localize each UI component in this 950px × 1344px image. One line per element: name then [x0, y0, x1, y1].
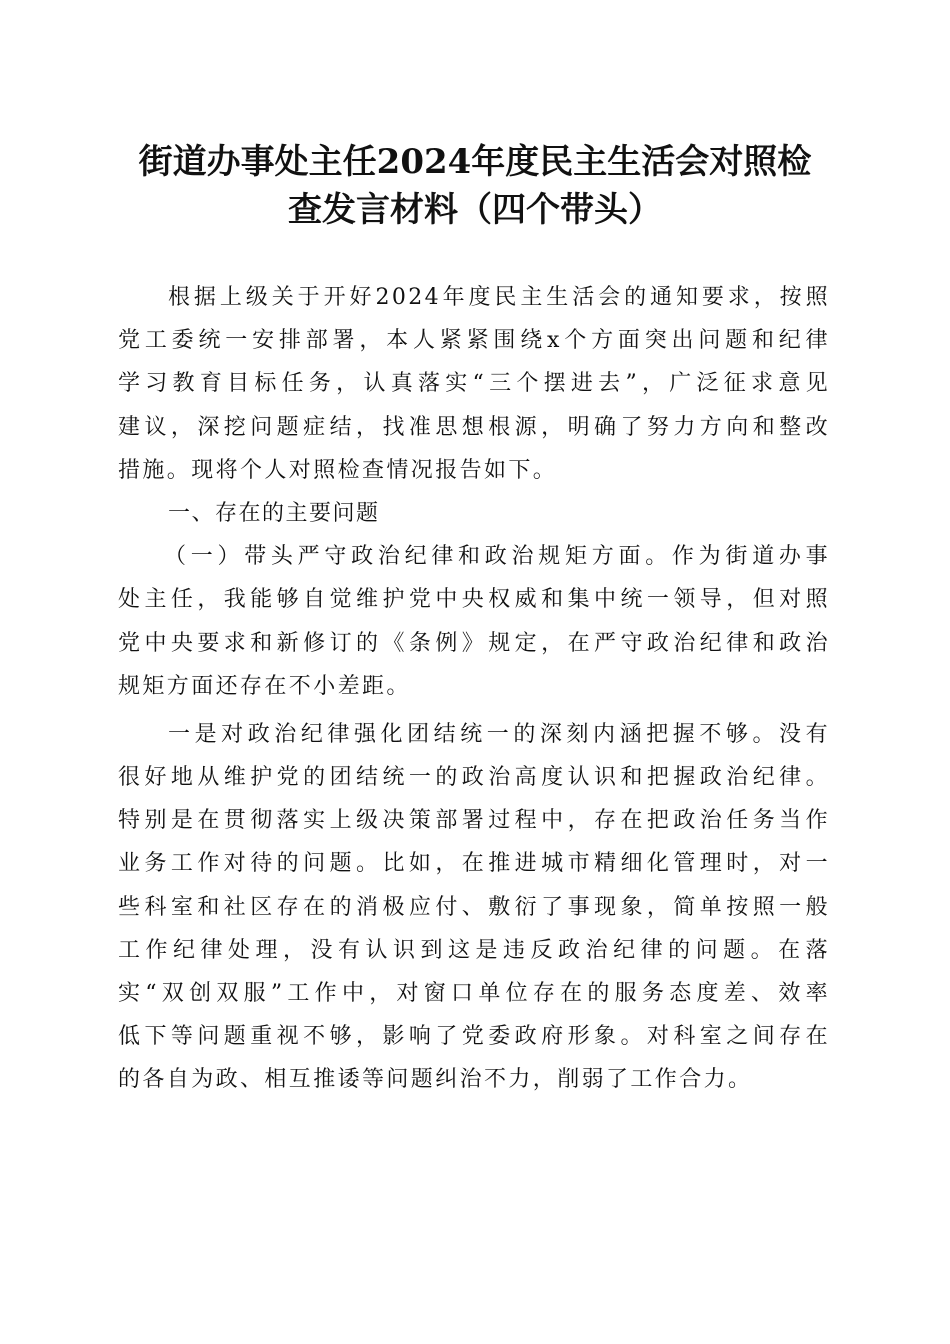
section-heading: 一、存在的主要问题 — [168, 500, 380, 526]
text-line: 规矩方面还存在不小差距。 — [118, 673, 411, 699]
text-line: 根据上级关于开好2024年度民主生活会的通知要求，按照 — [168, 285, 830, 310]
text-line: 业务工作对待的问题。比如，在推进城市精细化管理时，对一 — [118, 851, 830, 877]
text-line: （一）带头严守政治纪律和政治规矩方面。作为街道办事 — [164, 544, 830, 570]
document-body — [118, 276, 830, 1102]
text-line: 工作纪律处理，没有认识到这是违反政治纪律的问题。在落 — [118, 937, 830, 963]
text-line: 特别是在贯彻落实上级决策部署过程中，存在把政治任务当作 — [118, 808, 830, 834]
text-line: 处主任，我能够自觉维护党中央权威和集中统一领导，但对照 — [118, 587, 830, 613]
text-line: 学习教育目标任务，认真落实“三个摆进去”，广泛征求意见 — [118, 371, 830, 397]
text-line: 党工委统一安排部署，本人紧紧围绕x个方面突出问题和纪律 — [118, 328, 830, 354]
text-line: 些科室和社区存在的消极应付、敷衍了事现象，简单按照一般 — [118, 894, 830, 920]
text-line: 党中央要求和新修订的《条例》规定，在严守政治纪律和政治 — [118, 630, 830, 656]
text-line: 一是对政治纪律强化团结统一的深刻内涵把握不够。没有 — [168, 721, 830, 747]
detail-paragraph — [118, 713, 830, 1102]
subsection-paragraph — [118, 535, 830, 708]
text-line: 实“双创双服”工作中，对窗口单位存在的服务态度差、效率 — [118, 981, 830, 1006]
document-title — [100, 138, 850, 234]
text-line: 很好地从维护党的团结统一的政治高度认识和把握政治纪律。 — [118, 765, 830, 791]
text-line: 建议，深挖问题症结，找准思想根源，明确了努力方向和整改 — [118, 414, 830, 440]
title-line-1: 街道办事处主任2024年度民主生活会对照检 — [138, 142, 812, 182]
text-line: 的各自为政、相互推诿等问题纠治不力，削弱了工作合力。 — [118, 1067, 753, 1093]
text-line: 措施。现将个人对照检查情况报告如下。 — [118, 457, 558, 483]
text-line: 低下等问题重视不够，影响了党委政府形象。对科室之间存在 — [118, 1024, 830, 1050]
intro-paragraph — [118, 276, 830, 492]
title-line-2: 查发言材料（四个带头） — [288, 190, 662, 230]
